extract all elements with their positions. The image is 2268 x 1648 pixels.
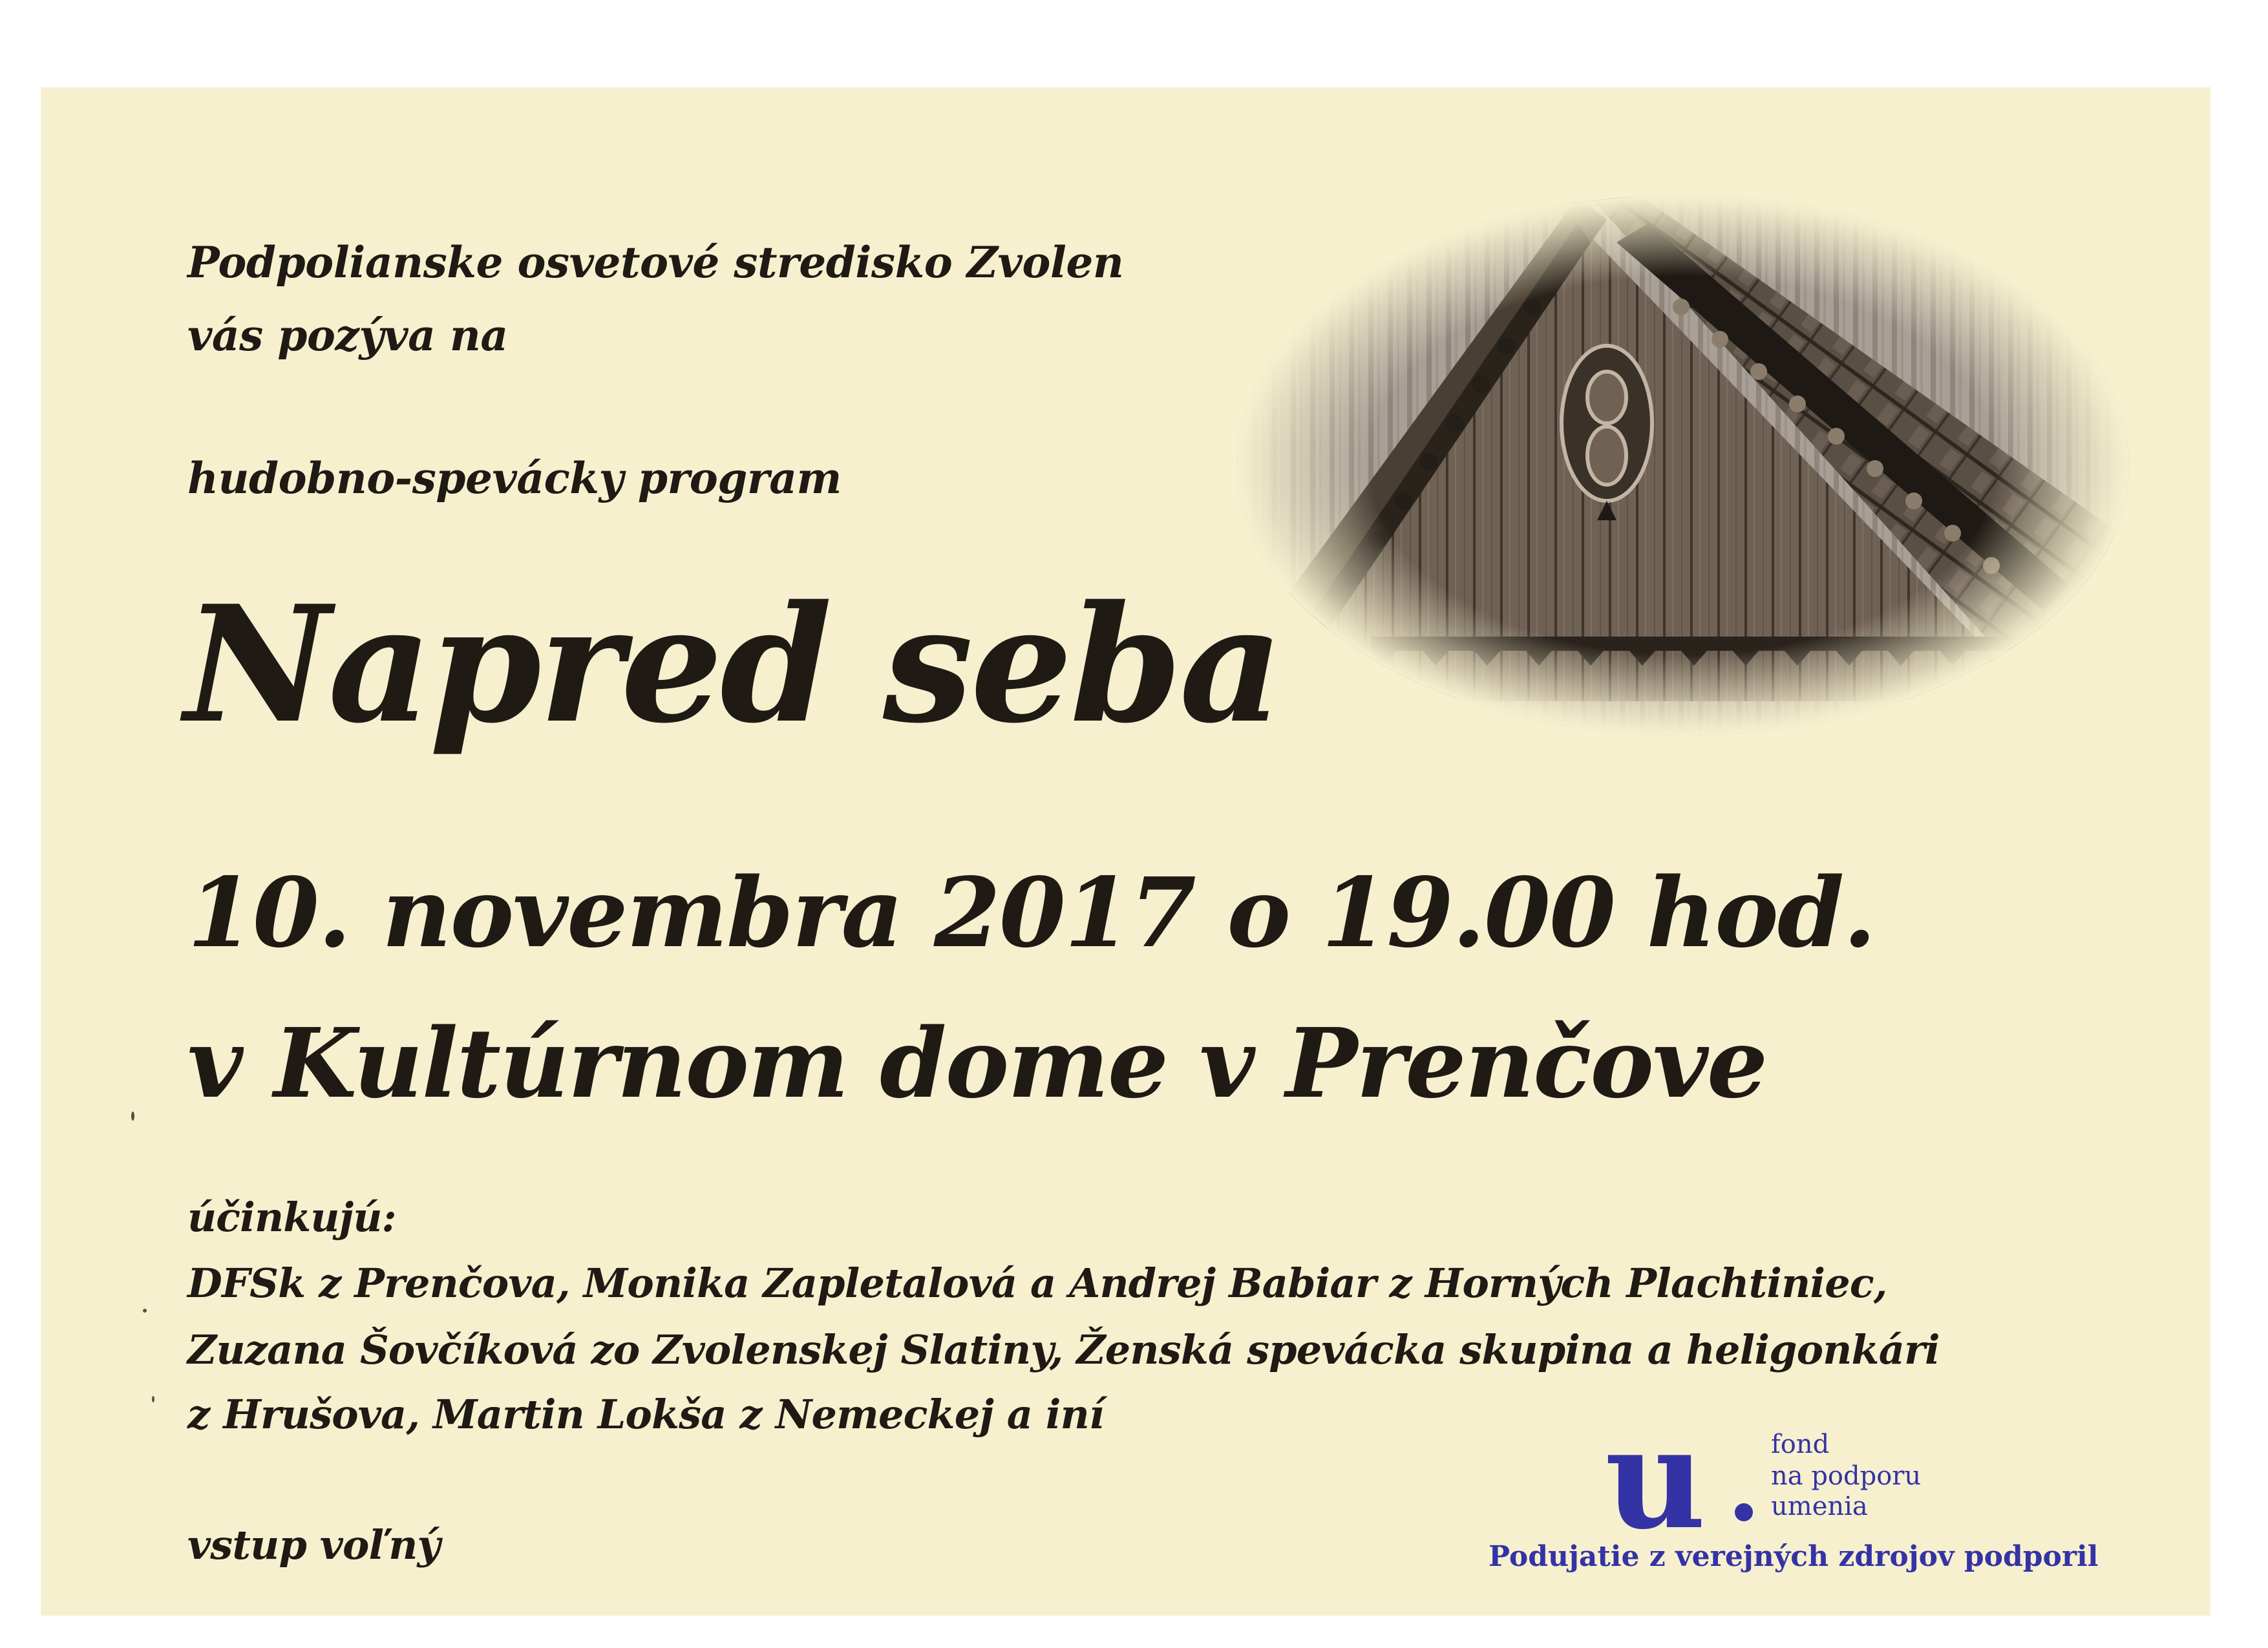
admission-note: vstup voľný: [187, 1521, 440, 1569]
scan-speck: [131, 1112, 134, 1121]
logo-text-line: fond: [1771, 1430, 1830, 1459]
event-datetime: 10. novembra 2017 o 19.00 hod.: [187, 856, 1875, 969]
program-type: hudobno-spevácky program: [187, 453, 842, 503]
wooden-gable-icon: [1229, 184, 2138, 746]
event-venue: v Kultúrnom dome v Prenčove: [187, 1007, 1767, 1119]
organizer-line: Podpolianske osvetové stredisko Zvolen: [187, 237, 1124, 288]
performers-line: DFSk z Prenčova, Monika Zapletalová a Andrej Babiar z Horných Plachtiniec,: [187, 1260, 1887, 1307]
event-title: Napred seba: [184, 571, 1281, 759]
poster: [41, 87, 2210, 1616]
logo-dot-icon: [1735, 1503, 1753, 1521]
scan-speck: [152, 1396, 154, 1402]
performers-line: Zuzana Šovčíková zo Zvolenskej Slatiny, Ženská spevácka skupina a heligonkári: [187, 1326, 1940, 1373]
logo-text-line: na podporu: [1771, 1461, 1922, 1491]
logo-text-line: umenia: [1771, 1492, 1868, 1521]
performers-label: účinkujú:: [187, 1194, 396, 1241]
logo-letter: u: [1605, 1397, 1706, 1560]
support-statement: Podujatie z verejných zdrojov podporil: [1489, 1540, 2099, 1573]
performers-line: z Hrušova, Martin Lokša z Nemeckej a iní: [187, 1391, 1104, 1438]
scan-speck: [143, 1309, 147, 1313]
invite-line: vás pozýva na: [187, 310, 508, 361]
